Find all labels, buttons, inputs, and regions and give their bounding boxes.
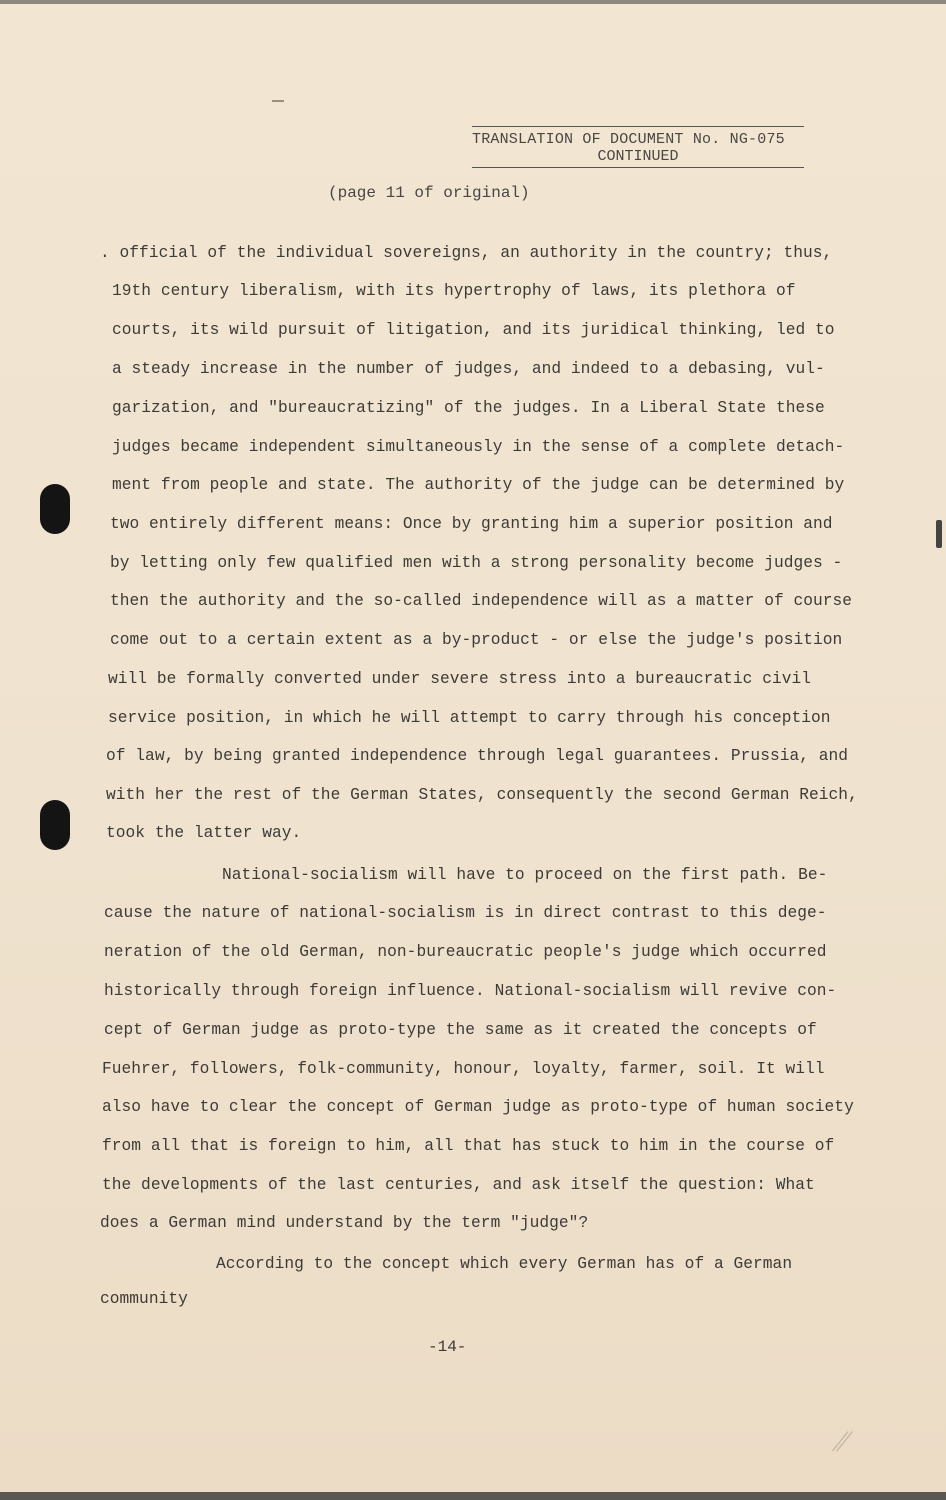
body-line: then the authority and the so-called independence will as a matter of course: [110, 592, 853, 610]
body-line: National-socialism will have to proceed on the first path. Be-: [222, 866, 828, 884]
body-line: of law, by being granted independence through legal guarantees. Prussia, and: [106, 747, 849, 765]
header-continued: CONTINUED: [597, 148, 679, 165]
body-line: neration of the old German, non-bureaucratic people's judge which occurred: [104, 943, 827, 961]
page-number: -14-: [428, 1338, 467, 1356]
body-line: According to the concept which every German has of a German: [216, 1255, 793, 1273]
body-line: . official of the individual sovereigns, an authority in the country; thus,: [100, 244, 833, 262]
document-header: [472, 126, 804, 168]
body-line: a steady increase in the number of judges, and indeed to a debasing, vul-: [112, 360, 825, 378]
scan-right-mark: [936, 520, 942, 548]
body-line: will be formally converted under severe stress into a bureaucratic civil: [108, 670, 812, 688]
body-line: Fuehrer, followers, folk-community, honour, loyalty, farmer, soil. It will: [102, 1060, 825, 1078]
punch-hole-bottom: [40, 800, 70, 850]
pencil-dash-mark: [272, 100, 284, 102]
body-line: two entirely different means: Once by granting him a superior position and: [110, 515, 833, 533]
body-line: does a German mind understand by the term "judge"?: [100, 1214, 589, 1232]
original-page-note: (page 11 of original): [328, 184, 530, 202]
body-line: cause the nature of national-socialism is in direct contrast to this dege-: [104, 904, 827, 922]
pencil-scribble-mark: ⁄⁄: [838, 1428, 847, 1458]
body-line: community: [100, 1290, 188, 1308]
body-line: took the latter way.: [106, 824, 302, 842]
body-line: ment from people and state. The authority of the judge can be determined by: [112, 476, 845, 494]
punch-hole-top: [40, 484, 70, 534]
header-title: TRANSLATION OF DOCUMENT No. NG-075: [472, 131, 785, 148]
body-line: also have to clear the concept of German judge as proto-type of human society: [102, 1098, 854, 1116]
body-line: 19th century liberalism, with its hypertrophy of laws, its plethora of: [112, 282, 796, 300]
body-line: come out to a certain extent as a by-product - or else the judge's position: [110, 631, 843, 649]
body-line: the developments of the last centuries, and ask itself the question: What: [102, 1176, 815, 1194]
body-line: garization, and "bureaucratizing" of the judges. In a Liberal State these: [112, 399, 825, 417]
body-line: service position, in which he will attempt to carry through his conception: [108, 709, 831, 727]
scan-top-edge: [0, 0, 946, 4]
body-line: courts, its wild pursuit of litigation, and its juridical thinking, led to: [112, 321, 835, 339]
body-line: from all that is foreign to him, all that has stuck to him in the course of: [102, 1137, 835, 1155]
body-line: by letting only few qualified men with a strong personality become judges -: [110, 554, 843, 572]
body-line: cept of German judge as proto-type the same as it created the concepts of: [104, 1021, 817, 1039]
scan-bottom-edge: [0, 1492, 946, 1500]
body-line: with her the rest of the German States, consequently the second German Reich,: [106, 786, 858, 804]
body-line: historically through foreign influence. National-socialism will revive con-: [104, 982, 837, 1000]
body-line: judges became independent simultaneously in the sense of a complete detach-: [112, 438, 845, 456]
